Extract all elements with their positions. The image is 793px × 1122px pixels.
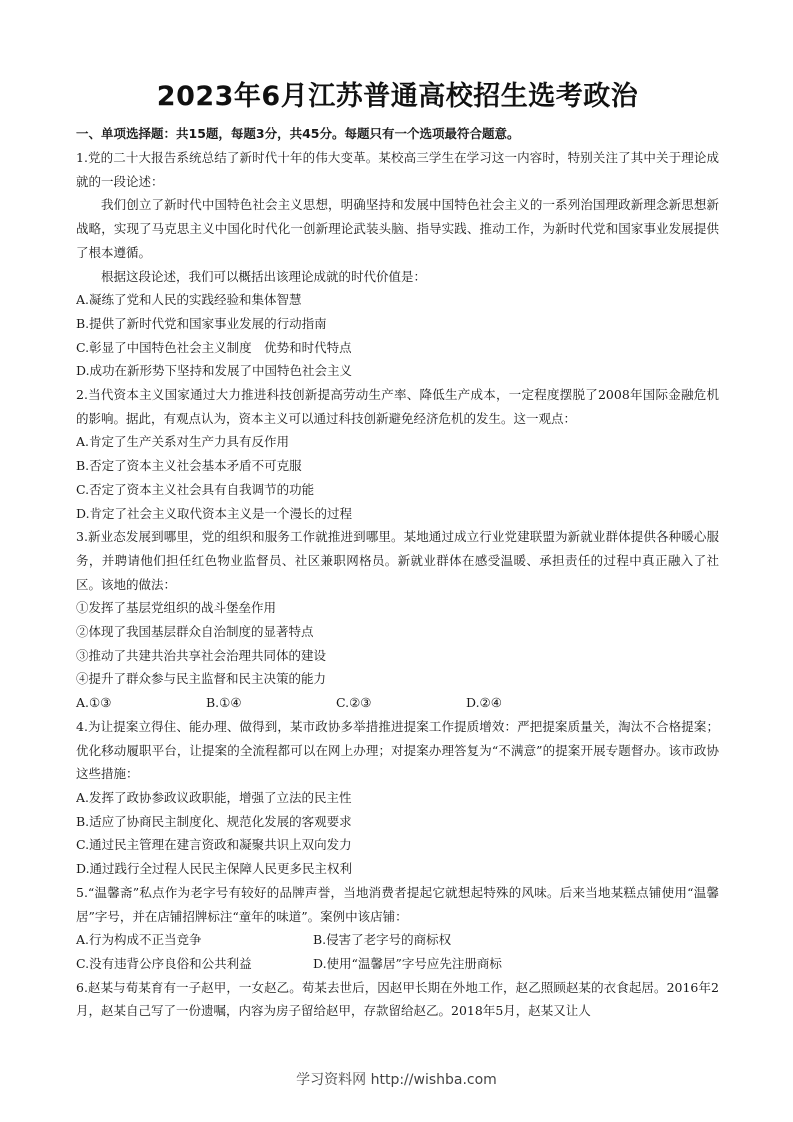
option-c: C.彰显了中国特色社会主义制度 优势和时代特点 — [76, 339, 352, 355]
section-heading: 一、单项选择题：共15题，每题3分，共45分。每题只有一个选项最符合题意。 — [76, 126, 520, 141]
option-d: D.通过践行全过程人民民主保障人民更多民主权利 — [76, 861, 353, 877]
option-a: A.行为构成不正当竞争 — [76, 932, 202, 948]
statement-4: ④提升了群众参与民主监督和民主决策的能力 — [76, 671, 327, 687]
option-b: B.否定了资本主义社会基本矛盾不可克服 — [76, 458, 302, 474]
question-2 — [76, 383, 719, 525]
page-footer: 学习资料网 http://wishba.com — [296, 1072, 497, 1088]
question-4 — [76, 715, 719, 881]
option-d: D.使用“温馨居”字号应先注册商标 — [313, 955, 502, 971]
document-page — [76, 76, 719, 1023]
option-a: A.凝练了党和人民的实践经验和集体智慧 — [76, 292, 302, 308]
question-stem: 5.“温馨斋”私点作为老字号有较好的品牌声誉，当地消费者提起它就想起特殊的风味。后来当地某糕点铺使用“温馨居”字号，并在店铺招牌标注“童年的味道”。案例中该店铺： — [76, 884, 719, 924]
option-c: C.没有违背公序良俗和公共利益 — [76, 955, 252, 971]
option-d: D.②④ — [466, 695, 502, 711]
option-a: A.肯定了生产关系对生产力具有反作用 — [76, 434, 290, 450]
options-row — [76, 952, 719, 976]
option-b: B.侵害了老字号的商标权 — [313, 932, 452, 948]
options-row — [76, 691, 719, 715]
question-stem: 4.为让提案立得住、能办理、做得到，某市政协多举措推进提案工作提质增效：严把提案质量关，淘汰不合格提案；优化移动履职平台，让提案的全流程都可以在网上办理；对提案办理答复为“不满意”的提案开展专题督办。该市政协这些措施： — [76, 718, 719, 782]
statement-2: ②体现了我国基层群众自治制度的显著特点 — [76, 624, 314, 640]
option-c: C.否定了资本主义社会具有自我调节的功能 — [76, 481, 315, 497]
question-stem: 2.当代资本主义国家通过大力推进科技创新提高劳动生产率、降低生产成本，一定程度摆脱了2008年国际金融危机的影响。据此，有观点认为，资本主义可以通过科技创新避免经济危机的发生。这一观点： — [76, 387, 719, 426]
question-stem: 1.党的二十大报告系统总结了新时代十年的伟大变革。某校高三学生在学习这一内容时，特别关注了其中关于理论成就的一段论述： — [76, 150, 719, 189]
option-b: B.提供了新时代党和国家事业发展的行动指南 — [76, 315, 327, 331]
question-quote: 我们创立了新时代中国特色社会主义思想，明确坚持和发展中国特色社会主义的一系列治国理政新理念新思想新战略，实现了马克思主义中国化时代化一创新理论武装头脑、指导实践、推动工作，为新时代党和国家事业发展提供了根本遵循。 — [76, 197, 719, 260]
question-stem: 3.新业态发展到哪里，党的组织和服务工作就推进到哪里。某地通过成立行业党建联盟为新就业群体提供各种暖心服务，并聘请他们担任红色物业监督员、社区兼职网格员。新就业群体在感受温暖、承担责任的过程中真正融入了社区。该地的做法： — [76, 529, 719, 592]
option-c: C.通过民主管理在建言资政和凝聚共识上双向发力 — [76, 837, 352, 853]
option-d: D.成功在新形势下坚持和发展了中国特色社会主义 — [76, 363, 353, 379]
option-d: D.肯定了社会主义取代资本主义是一个漫长的过程 — [76, 505, 353, 521]
option-a: A.发挥了政协参政议政职能，增强了立法的民主性 — [76, 789, 352, 805]
option-a: A.①③ — [76, 695, 112, 711]
question-5 — [76, 881, 719, 976]
option-b: B.①④ — [206, 695, 242, 711]
statement-1: ①发挥了基层党组织的战斗堡垒作用 — [76, 600, 277, 616]
page-title: 2023年6月江苏普通高校招生选考政治 — [156, 81, 639, 112]
question-1 — [76, 146, 719, 383]
question-3 — [76, 525, 719, 715]
option-b: B.适应了协商民主制度化、规范化发展的客观要求 — [76, 813, 352, 829]
question-6 — [76, 976, 719, 1023]
option-c: C.②③ — [336, 695, 372, 711]
question-prompt: 根据这段论述，我们可以概括出该理论成就的时代价值是： — [101, 268, 427, 284]
statement-3: ③推动了共建共治共享社会治理共同体的建设 — [76, 647, 327, 663]
question-stem: 6.赵某与荀某育有一子赵甲，一女赵乙。荀某去世后，因赵甲长期在外地工作，赵乙照顾赵某的衣食起居。2016年2月，赵某自己写了一份遗嘱，内容为房子留给赵甲，存款留给赵乙。2018年5月，赵某又让人 — [76, 979, 719, 1019]
options-row — [76, 928, 719, 952]
